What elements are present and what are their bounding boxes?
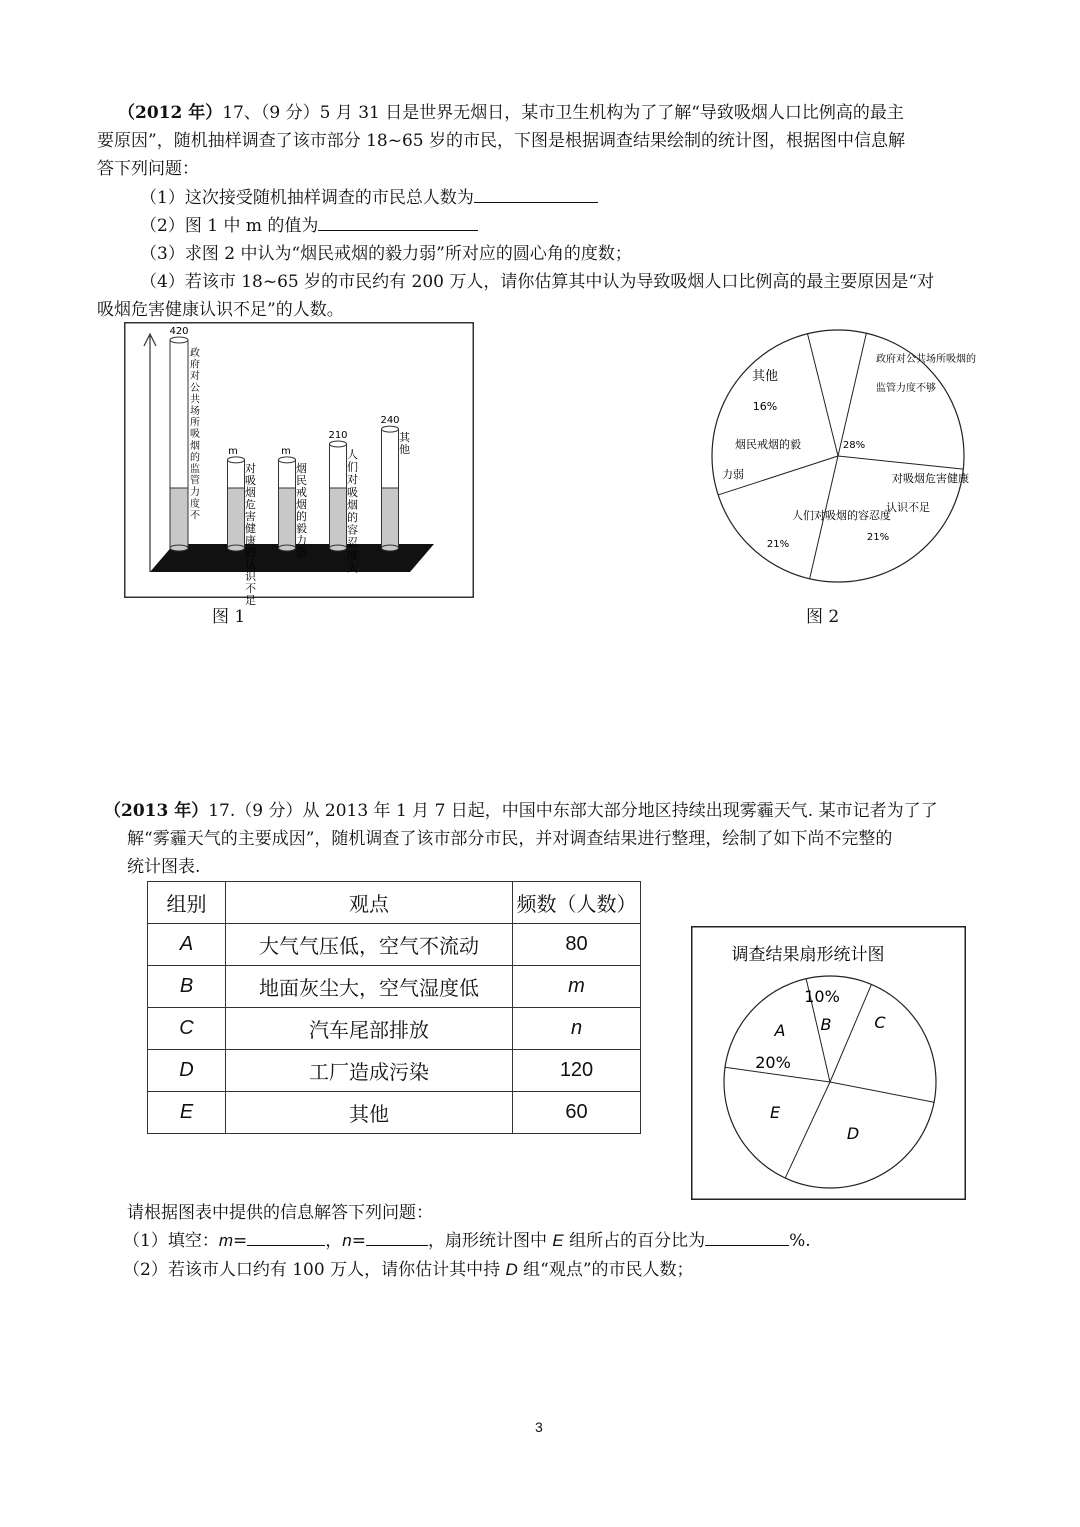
- table-row: B 地面灰尘大，空气湿度低 m: [148, 966, 641, 1008]
- q2013-line2: 解“雾霾天气的主要成因”，随机调查了该市部分市民，并对调查结果进行整理，绘制了如下尚不完整的: [127, 829, 893, 849]
- bar-category-label: 健: [245, 521, 256, 535]
- bar-lower: [228, 488, 245, 548]
- bar-category-label: 的: [296, 509, 307, 523]
- bar-lower: [170, 488, 188, 548]
- bar-cap: [170, 337, 188, 343]
- q2013-sub2: （2）若该市人口约有 100 万人，请你估计其中持 D 组“观点”的市民人数；: [123, 1260, 694, 1280]
- pie-slice-label: 力弱: [722, 468, 744, 481]
- pie-slice-label: 对吸烟危害健康: [892, 472, 969, 485]
- page-number: 3: [535, 1419, 543, 1435]
- bar-category-label: 烟: [296, 497, 307, 511]
- bar-category-label: 识: [245, 569, 256, 583]
- q2012-sub1: （1）这次接受随机抽样调查的市民总人数为: [140, 184, 598, 212]
- bar-category-label: 度: [190, 498, 200, 510]
- table-row: A 大气气压低，空气不流动 80: [148, 924, 641, 966]
- bar-category-label: 烟: [245, 485, 256, 499]
- chart-title: 调查结果扇形统计图: [731, 945, 885, 965]
- bar-category-label: 烟: [347, 498, 358, 512]
- bar-category-label: 们: [347, 460, 358, 474]
- bar-category-label: 对: [347, 473, 358, 487]
- q2012-sub2: （2）图 1 中 m 的值为: [140, 212, 478, 240]
- bar-value-label: 420: [169, 326, 189, 337]
- bar-category-label: 所: [190, 417, 200, 429]
- bar-category-label: 危: [245, 497, 256, 511]
- bar-category-label: 力: [296, 533, 307, 547]
- pie-slice-percent: 20%: [755, 1053, 791, 1072]
- table-header-row: [148, 882, 641, 924]
- bar-category-label: 不: [190, 510, 200, 522]
- bar-base: [170, 545, 188, 551]
- answer-blank: [318, 212, 478, 231]
- figure2-caption: 图 2: [806, 607, 840, 627]
- bar-category-label: 他: [399, 443, 410, 457]
- bar-base: [279, 545, 296, 551]
- table-header: 观点: [226, 882, 513, 924]
- pie-slice-label: E: [769, 1103, 781, 1122]
- bar-cap: [330, 441, 347, 447]
- bar-category-label: 其: [399, 431, 410, 445]
- bar-category-label: 公: [190, 382, 200, 394]
- bar-category-label: 足: [245, 593, 256, 607]
- bar-category-label: 府: [190, 359, 200, 371]
- pie-slice-label: 其他: [751, 369, 779, 384]
- bar-upper: [382, 429, 399, 488]
- q2012-line3: 答下列问题：: [97, 159, 199, 179]
- bar-category-label: 对: [245, 461, 256, 475]
- q2013-line1: （2013 年）17.（9 分）从 2013 年 1 月 7 日起，中国中东部大部分地区持续出现雾霾天气. 某市记者为了了: [104, 801, 938, 821]
- survey-table: [147, 881, 641, 1134]
- pie-slice-label: B: [820, 1015, 832, 1034]
- bar-lower: [382, 488, 399, 548]
- bar-category-label: 的: [347, 511, 358, 524]
- bar-value-label: m: [281, 445, 291, 457]
- answer-blank: [474, 184, 598, 203]
- pie-slice-percent: 16%: [752, 400, 778, 413]
- table-header: 频数（人数）: [513, 882, 641, 924]
- q2012-line1: （2012 年）17、（9 分）5 月 31 日是世界无烟日，某市卫生机构为了了解“导致吸烟人口比例高的最主: [118, 103, 904, 123]
- answer-blank-e: [705, 1227, 789, 1246]
- q2013-sub1: （1）填空：m= ，n= ，扇形统计图中 E 组所占的百分比为 %.: [123, 1227, 811, 1255]
- bar-category-label: 毅: [296, 521, 307, 535]
- bar-category-label: 的: [190, 452, 200, 464]
- q2012-line2: 要原因”，随机抽样调查了该市部分 18~65 岁的市民，下图是根据调查结果绘制的统计图，根据图中信息解: [97, 131, 906, 151]
- table-row: D 工厂造成污染 120: [148, 1050, 641, 1092]
- bar-category-label: 吸: [347, 485, 358, 499]
- pie-slice-label: 烟民戒烟的毅: [735, 438, 801, 451]
- pie-slice-percent: 21%: [766, 539, 790, 550]
- bar-category-label: 吸: [245, 473, 256, 487]
- bar-lower: [279, 488, 296, 548]
- bar-category-label: 不: [245, 581, 256, 595]
- bar-upper: [170, 340, 188, 488]
- bar-category-label: 度: [347, 548, 358, 562]
- bar-category-label: 吸: [190, 429, 200, 441]
- pie-slice-label: A: [774, 1021, 786, 1040]
- q2012-sub4b: 吸烟危害健康认识不足”的人数。: [97, 300, 344, 320]
- bar-category-label: 场: [190, 406, 200, 417]
- table-row: E 其他 60: [148, 1092, 641, 1134]
- figure1-caption: 图 1: [212, 607, 246, 627]
- bar-category-label: 大: [347, 561, 358, 575]
- bar-category-label: 民: [296, 473, 307, 487]
- bar-upper: [228, 460, 245, 488]
- bar-value-label: m: [228, 445, 238, 457]
- q2012-year: （2012 年）: [118, 103, 223, 123]
- pie-slice-label: D: [846, 1124, 860, 1143]
- figure1-bar-chart: [124, 322, 474, 607]
- pie-slice-label: C: [874, 1013, 886, 1032]
- bar-category-label: 烟: [296, 461, 307, 475]
- bar-category-label: 的: [245, 545, 256, 559]
- bar-category-label: 烟: [190, 440, 200, 452]
- bar-value-label: 240: [380, 415, 400, 427]
- pie-slice-percent: 28%: [842, 440, 866, 451]
- pie-slice-label: 监管力度不够: [876, 383, 936, 394]
- table-row: C 汽车尾部排放 n: [148, 1008, 641, 1050]
- pie-slice-label: 人们对吸烟的容忍度: [792, 509, 891, 522]
- answer-blank-n: [366, 1227, 428, 1246]
- pie-slice-percent: 10%: [804, 987, 840, 1006]
- bar-category-label: 对: [190, 371, 200, 383]
- bar-base: [330, 545, 347, 551]
- bar-category-label: 认: [245, 557, 256, 571]
- bar-lower: [330, 488, 347, 548]
- pie-slice-label: 认识不足: [886, 501, 930, 514]
- bar-category-label: 容: [347, 523, 358, 537]
- bar-cap: [279, 457, 296, 463]
- q2012-sub4a: （4）若该市 18~65 岁的市民约有 200 万人，请你估算其中认为导致吸烟人口比例高的最主要原因是“对: [140, 272, 935, 292]
- bar-base: [382, 545, 399, 551]
- answer-blank-m: [247, 1227, 325, 1246]
- bar-category-label: 弱: [296, 545, 307, 559]
- survey-pie-chart: [691, 926, 966, 1200]
- bar-category-label: 力: [190, 487, 200, 499]
- bar-category-label: 管: [190, 475, 200, 487]
- table-header: 组别: [148, 882, 226, 924]
- bar-category-label: 监: [190, 464, 200, 475]
- bar-base: [228, 545, 245, 551]
- bar-category-label: 政: [190, 348, 200, 359]
- pie-slice-percent: 21%: [866, 532, 890, 543]
- bar-upper: [330, 444, 347, 488]
- bar-category-label: 戒: [296, 485, 307, 499]
- bar-category-label: 共: [190, 394, 200, 406]
- bar-category-label: 康: [245, 533, 256, 547]
- bar-category-label: 忍: [347, 536, 358, 550]
- q2012-sub3: （3）求图 2 中认为“烟民戒烟的毅力弱”所对应的圆心角的度数；: [140, 244, 632, 264]
- figure2-pie-chart: [690, 318, 976, 586]
- q2013-line3: 统计图表.: [127, 857, 201, 877]
- bar-cap: [228, 457, 245, 463]
- pie-slice-label: 政府对公共场所吸烟的: [876, 354, 976, 365]
- bar-cap: [382, 426, 399, 432]
- bar-upper: [279, 460, 296, 488]
- bar-category-label: 人: [347, 448, 358, 461]
- q2013-prompt: 请根据图表中提供的信息解答下列问题：: [127, 1203, 433, 1223]
- bar-category-label: 害: [245, 509, 256, 523]
- q2013-year: （2013 年）: [104, 801, 209, 821]
- bar-value-label: 210: [328, 430, 348, 441]
